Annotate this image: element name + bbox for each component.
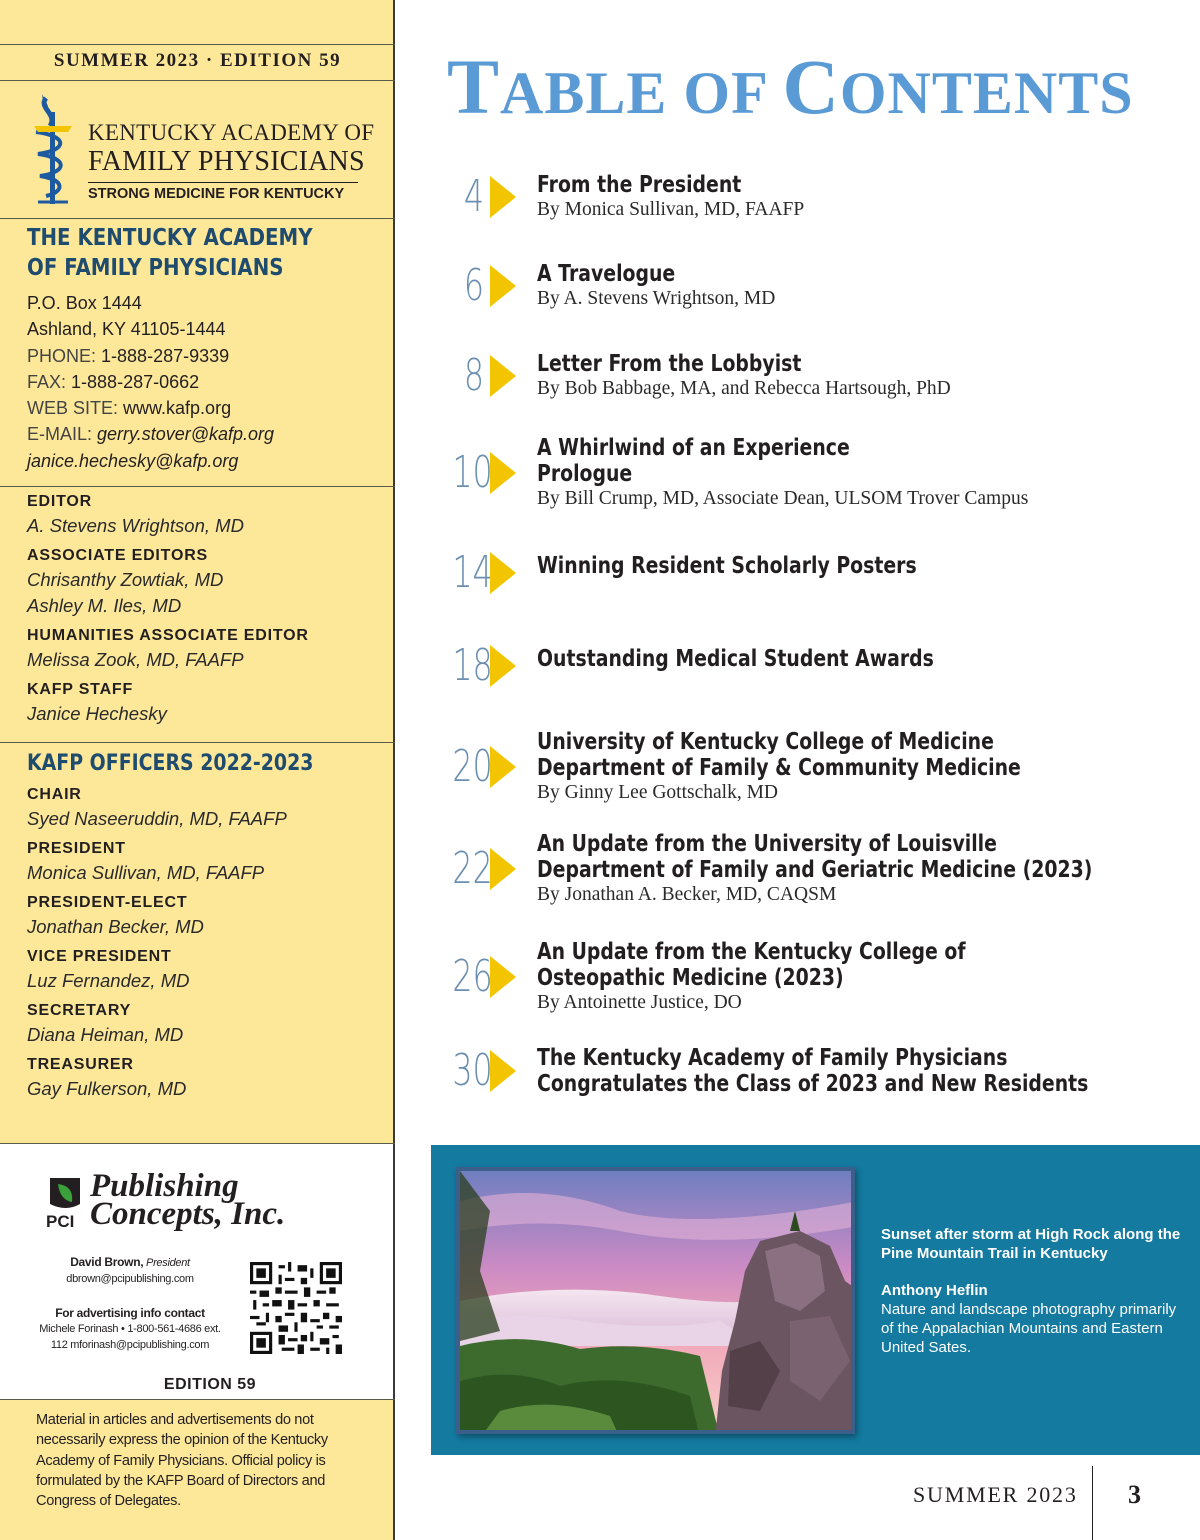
officer-name: Monica Sullivan, MD, FAAFP (27, 862, 265, 883)
email-link-1[interactable]: gerry.stover@kafp.org (97, 424, 275, 445)
staff-name: Melissa Zook, MD, FAAFP (27, 649, 244, 670)
toc-entry-byline: By Antoinette Justice, DO (537, 992, 742, 1013)
toc-entry-text (537, 261, 775, 311)
toc-entry-text (537, 172, 804, 222)
toc-page-number: 6 (463, 260, 484, 311)
edition-label: EDITION 59 (163, 1376, 257, 1393)
publisher-contact (30, 1254, 230, 1353)
toc-entry-text (537, 553, 1000, 579)
footer-divider (1092, 1466, 1093, 1540)
arrow-icon (490, 956, 516, 998)
disclaimer: Material in articles and advertisements do not necessarily express the opinion of the Kentucky Academy of Family Physicians. Official policy is formulated by the KAFP Board of Directors and Congress of Delegates. (36, 1412, 328, 1510)
org-name (27, 223, 319, 283)
toc-page-number: 8 (463, 350, 484, 401)
toc-entry-title: Department of Family & Community Medicine (537, 755, 1021, 781)
officer-role: PRESIDENT (27, 840, 126, 857)
arrow-icon (490, 355, 516, 397)
officer-role: CHAIR (27, 786, 82, 803)
email-link-2[interactable]: janice.hechesky@kafp.org (27, 450, 239, 471)
toc-entry-title: From the President (537, 172, 742, 198)
president-email[interactable]: dbrown@pcipublishing.com (66, 1273, 194, 1285)
fax-label: FAX: (27, 371, 67, 392)
arrow-icon (490, 746, 516, 788)
org-name-line-2: OF FAMILY PHYSICIANS (27, 255, 284, 281)
staff-role: EDITOR (27, 493, 92, 510)
staff-role: HUMANITIES ASSOCIATE EDITOR (27, 627, 309, 644)
officer-role: SECRETARY (27, 1002, 132, 1019)
toc-entry-title: Winning Resident Scholarly Posters (537, 553, 917, 579)
officer-name: Syed Naseeruddin, MD, FAAFP (27, 808, 287, 829)
staff-name: Ashley M. Iles, MD (27, 595, 182, 616)
photographer-name: Anthony Heflin (881, 1282, 988, 1299)
toc-page-number: 4 (463, 171, 484, 222)
staff-name: Chrisanthy Zowtiak, MD (27, 569, 224, 590)
toc-entry-title: Department of Family and Geriatric Medicine (2023) (537, 857, 1093, 883)
staff-list (27, 491, 309, 727)
toc-entry-text (537, 646, 1021, 672)
email-line (27, 421, 274, 447)
toc-entry-byline: By Jonathan A. Becker, MD, CAQSM (537, 884, 837, 905)
toc-entry-text (537, 831, 1200, 907)
email-label: E-MAIL: (27, 424, 93, 445)
pci-name-line-2: Concepts, Inc. (90, 1196, 286, 1232)
divider (0, 44, 395, 45)
toc-entry-byline: By Ginny Lee Gottschalk, MD (537, 782, 779, 803)
staff-role: ASSOCIATE EDITORS (27, 547, 209, 564)
caption-title: Sunset after storm at High Rock along the Pine Mountain Trail in Kentucky (881, 1226, 1181, 1262)
officers-list (27, 750, 360, 1102)
toc-entry-title: Outstanding Medical Student Awards (537, 646, 934, 672)
officer-name: Gay Fulkerson, MD (27, 1078, 187, 1099)
staff-name: A. Stevens Wrightson, MD (27, 515, 244, 536)
sunset-landscape-image (460, 1171, 855, 1434)
officer-role: PRESIDENT-ELECT (27, 894, 188, 911)
org-name-line-1: THE KENTUCKY ACADEMY (27, 225, 313, 251)
toc-entry-text (537, 729, 1127, 805)
toc-entry-byline: By Bob Babbage, MA, and Rebecca Hartsough, PhD (537, 378, 951, 399)
toc-entry-text (537, 1045, 1200, 1097)
toc-page-number: 10 (452, 447, 493, 498)
arrow-icon (490, 176, 516, 218)
president-name: David Brown, (70, 1255, 144, 1269)
contact-block (27, 290, 274, 474)
phone-line (27, 343, 274, 369)
toc-entry-title: The Kentucky Academy of Family Physicians (537, 1045, 1008, 1071)
advert-line-1: Michele Forinash • 1-800-561-4686 ext. (39, 1323, 221, 1335)
phone-number: 1-888-287-9339 (101, 345, 230, 366)
city: Ashland, KY 41105-1444 (27, 319, 226, 340)
officer-name: Luz Fernandez, MD (27, 970, 190, 991)
arrow-icon (490, 452, 516, 494)
arrow-icon (490, 645, 516, 687)
staff-role: KAFP STAFF (27, 681, 134, 698)
advert-line-2: 112 mforinash@pcipublishing.com (50, 1339, 210, 1351)
kafp-logo (28, 92, 375, 210)
web-label: WEB SITE: (27, 398, 119, 419)
divider (0, 742, 395, 743)
toc-entry-title: Letter From the Lobbyist (537, 351, 802, 377)
officers-entries (27, 784, 360, 1102)
toc-page-number: 30 (452, 1045, 493, 1096)
footer-issue: SUMMER 2023 (913, 1482, 1078, 1507)
advert-heading: For advertising info contact (55, 1306, 205, 1320)
toc-entry-byline: By A. Stevens Wrightson, MD (537, 288, 776, 309)
divider (0, 1399, 395, 1400)
toc-entry-text (537, 435, 1028, 511)
toc-entry-title: Osteopathic Medicine (2023) (537, 965, 844, 991)
qr-code-icon[interactable] (250, 1262, 342, 1354)
sidebar (0, 0, 395, 1540)
title-rest-1: ABLE OF (500, 60, 783, 126)
photo-caption (881, 1225, 1181, 1357)
divider (0, 80, 395, 81)
page-number: 3 (1128, 1480, 1141, 1509)
toc-page-number: 26 (452, 951, 493, 1002)
publisher-box (0, 1144, 393, 1399)
fax-number: 1-888-287-0662 (71, 371, 200, 392)
toc-page-number: 18 (452, 640, 493, 691)
toc-entry-text (537, 351, 951, 401)
title-cap-1: T (447, 43, 501, 130)
divider (0, 486, 395, 487)
toc-entry-byline: By Monica Sullivan, MD, FAAFP (537, 199, 805, 220)
officers-heading: KAFP OFFICERS 2022-2023 (27, 751, 314, 776)
toc-entry-title: Prologue (537, 461, 633, 487)
logo-line-1: KENTUCKY ACADEMY OF (88, 120, 375, 145)
president-title: President (146, 1257, 190, 1269)
arrow-icon (490, 1050, 516, 1092)
officer-role: VICE PRESIDENT (27, 948, 172, 965)
arrow-icon (490, 848, 516, 890)
photographer-desc: Nature and landscape photography primarily of the Appalachian Mountains and Eastern United Sates. (881, 1301, 1177, 1356)
cover-photo (456, 1167, 855, 1434)
toc-entry-text (537, 939, 1060, 1015)
web-line (27, 395, 274, 421)
toc-entry-title: An Update from the University of Louisville (537, 831, 997, 857)
officer-role: TREASURER (27, 1056, 134, 1073)
arrow-icon (490, 265, 516, 307)
toc-page-number: 22 (452, 843, 493, 894)
toc-entry-title: A Whirlwind of an Experience (537, 435, 850, 461)
toc-entry-title: Congratulates the Class of 2023 and New Residents (537, 1071, 1089, 1097)
pci-name-line-1: Publishing (90, 1168, 239, 1204)
page-title (447, 42, 1134, 132)
phone-label: PHONE: (27, 345, 97, 366)
divider (0, 218, 395, 219)
title-rest-2: ONTENTS (839, 60, 1134, 126)
pci-abbr: PCI (46, 1212, 75, 1231)
title-cap-2: C (782, 43, 840, 130)
officer-name: Jonathan Becker, MD (27, 916, 204, 937)
staff-name: Janice Hechesky (27, 703, 167, 724)
pci-logo (46, 1168, 306, 1236)
fax-line (27, 369, 274, 395)
toc-entry-title: University of Kentucky College of Medicine (537, 729, 994, 755)
website-link[interactable]: www.kafp.org (123, 398, 232, 419)
po-box: P.O. Box 1444 (27, 293, 142, 313)
caduceus-icon (28, 92, 80, 210)
toc-entry-title: A Travelogue (537, 261, 676, 287)
toc-entry-title: An Update from the Kentucky College of (537, 939, 966, 965)
issue-line: SUMMER 2023 · EDITION 59 (53, 50, 342, 71)
logo-tagline: STRONG MEDICINE FOR KENTUCKY (88, 182, 358, 202)
toc-page-number: 20 (452, 741, 493, 792)
officer-name: Diana Heiman, MD (27, 1024, 184, 1045)
toc-page-number: 14 (452, 547, 493, 598)
logo-line-2: FAMILY PHYSICIANS (88, 146, 365, 177)
toc-entry-byline: By Bill Crump, MD, Associate Dean, ULSOM Trover Campus (537, 488, 1029, 509)
arrow-icon (490, 552, 516, 594)
